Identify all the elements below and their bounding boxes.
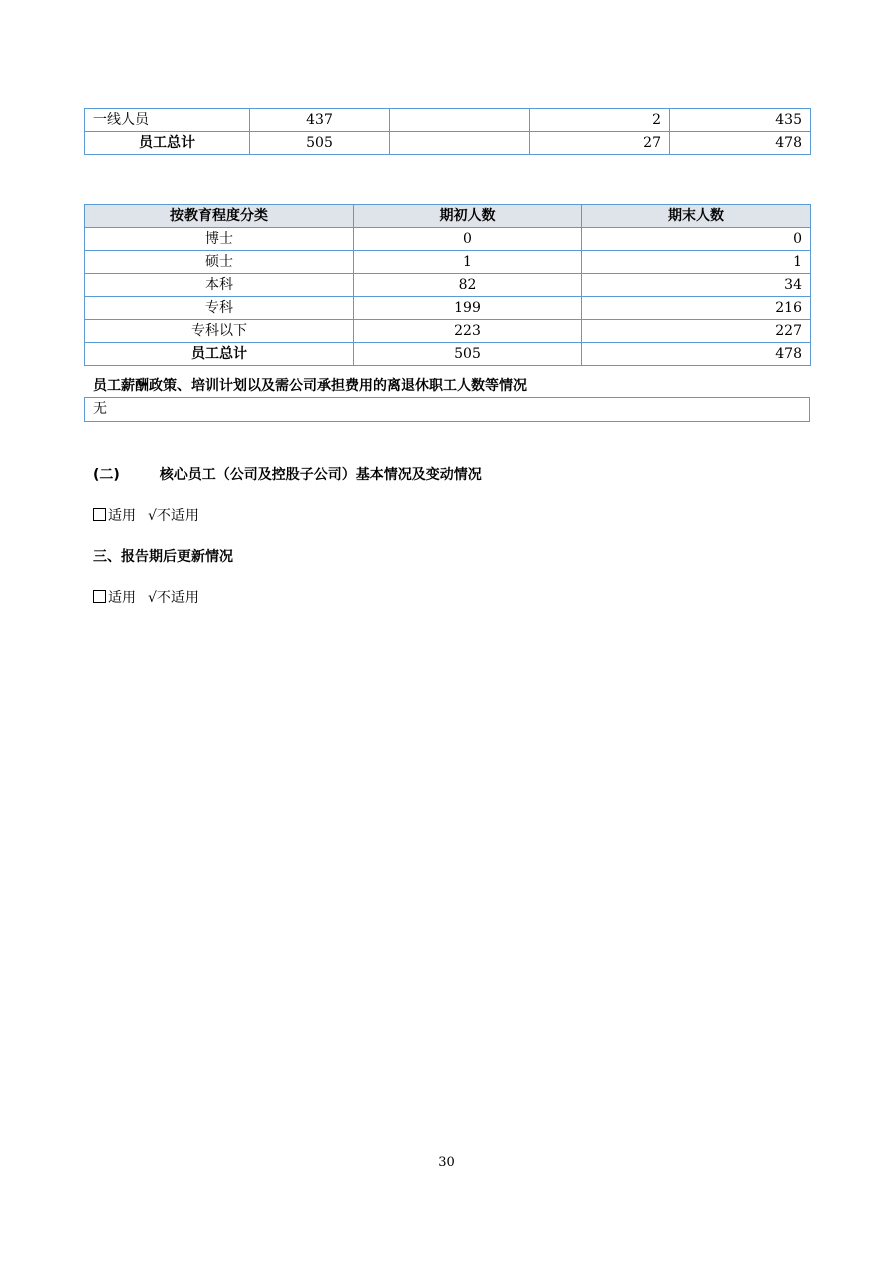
cell-value: 1 — [354, 251, 582, 274]
row-label: 硕士 — [85, 251, 354, 274]
salary-content-box: 无 — [84, 397, 810, 422]
row-label: 员工总计 — [85, 132, 250, 155]
cell-value: 199 — [354, 297, 582, 320]
row-label: 一线人员 — [85, 109, 250, 132]
table-row — [85, 274, 811, 297]
section2-options — [93, 505, 199, 527]
cell-value: 435 — [670, 109, 811, 132]
cell-value: 505 — [354, 343, 582, 366]
cell-value: 478 — [582, 343, 811, 366]
cell-value — [390, 132, 530, 155]
cell-value: 505 — [250, 132, 390, 155]
option-not-applicable: √不适用 — [148, 508, 199, 524]
staff-by-education-table — [84, 204, 811, 366]
cell-value: 1 — [582, 251, 811, 274]
row-label: 博士 — [85, 228, 354, 251]
table-header-row — [85, 205, 811, 228]
checkbox-empty-icon — [93, 590, 106, 603]
column-header: 期初人数 — [354, 205, 582, 228]
cell-value: 0 — [582, 228, 811, 251]
table-row — [85, 320, 811, 343]
option-applicable: 适用 — [108, 590, 136, 606]
column-header: 按教育程度分类 — [85, 205, 354, 228]
section3-options — [93, 587, 199, 609]
option-applicable: 适用 — [108, 508, 136, 524]
row-label: 专科 — [85, 297, 354, 320]
row-label: 本科 — [85, 274, 354, 297]
row-label: 员工总计 — [85, 343, 354, 366]
cell-value: 437 — [250, 109, 390, 132]
section2-number: (二) — [93, 467, 120, 483]
column-header: 期末人数 — [582, 205, 811, 228]
table-row — [85, 109, 811, 132]
table-row-total — [85, 343, 811, 366]
page-number: 30 — [438, 1155, 455, 1170]
table-row-total — [85, 132, 811, 155]
cell-value: 478 — [670, 132, 811, 155]
cell-value: 27 — [530, 132, 670, 155]
table-row — [85, 251, 811, 274]
cell-value: 216 — [582, 297, 811, 320]
cell-value: 227 — [582, 320, 811, 343]
section2-heading — [93, 464, 482, 486]
row-label: 专科以下 — [85, 320, 354, 343]
section2-title: 核心员工（公司及控股子公司）基本情况及变动情况 — [159, 467, 482, 483]
checkbox-empty-icon — [93, 508, 106, 521]
cell-value: 2 — [530, 109, 670, 132]
cell-value: 0 — [354, 228, 582, 251]
table-row — [85, 297, 811, 320]
table-row — [85, 228, 811, 251]
cell-value: 34 — [582, 274, 811, 297]
section3-heading: 三、报告期后更新情况 — [93, 549, 233, 565]
cell-value: 82 — [354, 274, 582, 297]
cell-value — [390, 109, 530, 132]
salary-section-title: 员工薪酬政策、培训计划以及需公司承担费用的离退休职工人数等情况 — [93, 378, 527, 394]
option-not-applicable: √不适用 — [148, 590, 199, 606]
cell-value: 223 — [354, 320, 582, 343]
staff-by-role-table-tail — [84, 108, 811, 155]
